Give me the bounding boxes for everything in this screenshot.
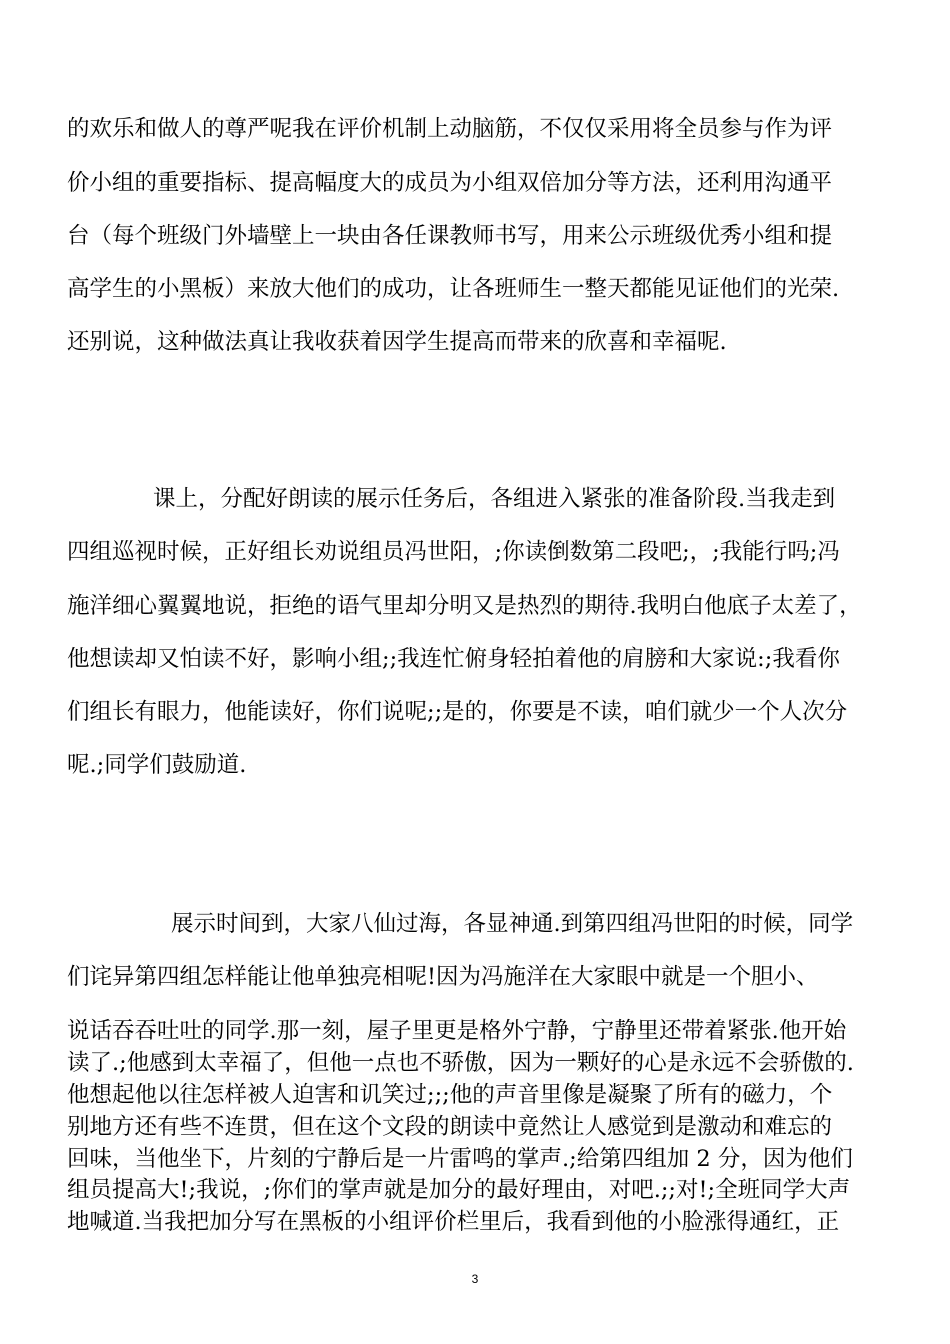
body-text-line: 读了.;他感到太幸福了，但他一点也不骄傲，因为一颗好的心是永远不会骄傲的.	[67, 1050, 854, 1076]
body-text-line: 们组长有眼力，他能读好，你们说呢;;是的，你要是不读，咱们就少一个人次分	[67, 699, 848, 725]
body-text-line: 还别说，这种做法真让我收获着因学生提高而带来的欣喜和幸福呢.	[67, 329, 727, 355]
body-text-line: 地喊道.当我把加分写在黑板的小组评价栏里后，我看到他的小脸涨得通红，正	[67, 1209, 840, 1235]
body-text-line: 施洋细心翼翼地说，拒绝的语气里却分明又是热烈的期待.我明白他底子太差了，	[67, 593, 862, 619]
body-text-line: 课上，分配好朗读的展示任务后，各组进入紧张的准备阶段.当我走到	[153, 486, 836, 512]
body-text-line: 组员提高大!;我说，;你们的掌声就是加分的最好理由，对吧.;;对!;全班同学大声	[67, 1177, 851, 1203]
body-text-line: 别地方还有些不连贯，但在这个文段的朗读中竟然让人感觉到是激动和难忘的	[67, 1114, 833, 1140]
body-text-line: 他想起他以往怎样被人迫害和讥笑过;;;他的声音里像是凝聚了所有的磁力，个	[67, 1082, 833, 1108]
body-text-line: 四组巡视时候，正好组长劝说组员冯世阳，;你读倒数第二段吧;，;我能行吗;冯	[67, 539, 840, 565]
body-text-line: 价小组的重要指标、提高幅度大的成员为小组双倍加分等方法，还利用沟通平	[67, 170, 833, 196]
page-number: 3	[471, 1272, 479, 1286]
body-text-line: 的欢乐和做人的尊严呢我在评价机制上动脑筋，不仅仅采用将全员参与作为评	[67, 116, 833, 142]
body-text-line: 们诧异第四组怎样能让他单独亮相呢!因为冯施洋在大家眼中就是一个胆小、	[67, 964, 819, 990]
body-text-line: 回味，当他坐下，片刻的宁静后是一片雷鸣的掌声.;给第四组加 2 分，因为他们	[67, 1146, 853, 1172]
body-text-line: 呢.;同学们鼓励道.	[67, 752, 247, 778]
body-text-line: 高学生的小黑板）来放大他们的成功，让各班师生一整天都能见证他们的光荣.	[67, 276, 840, 302]
body-text-line: 他想读却又怕读不好，影响小组;;我连忙俯身轻拍着他的肩膀和大家说:;我看你	[67, 646, 840, 672]
body-text-line: 说话吞吞吐吐的同学.那一刻，屋子里更是格外宁静，宁静里还带着紧张.他开始	[67, 1018, 847, 1044]
body-text-line: 台（每个班级门外墙壁上一块由各任课教师书写，用来公示班级优秀小组和提	[67, 223, 833, 249]
body-text-line: 展示时间到，大家八仙过海，各显神通.到第四组冯世阳的时候，同学	[171, 911, 854, 937]
